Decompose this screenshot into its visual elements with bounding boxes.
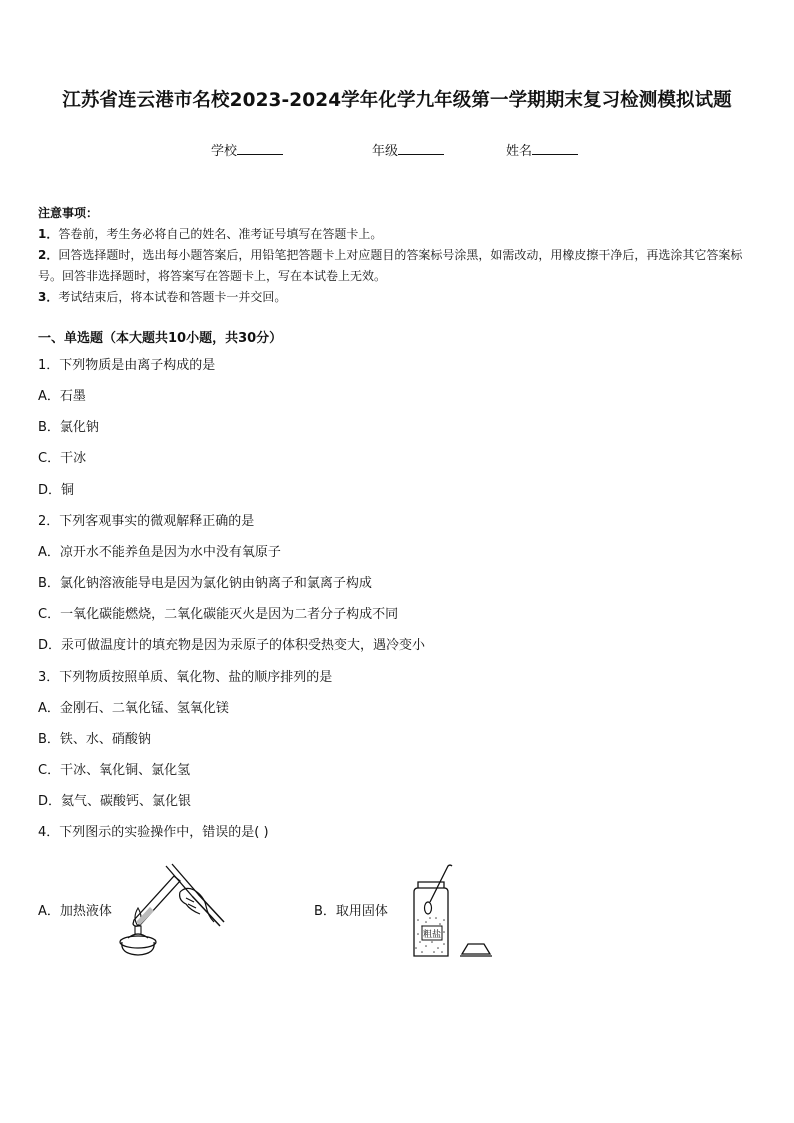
option-item: C．干冰 <box>38 451 87 466</box>
note-text: 回答选择题时，选出每小题答案后，用铅笔把答题卡上对应题目的答案标号涂黑，如需改动，用橡皮擦干净后，再选涂其它答案标号。回答非选择题时，将答案写在答题卡上，写在本试卷上无效。 <box>38 248 743 283</box>
name-blank <box>532 142 578 155</box>
option-item: A．石墨 <box>38 389 86 404</box>
option-item: B．氯化钠溶液能导电是因为氯化钠由钠离子和氯离子构成 <box>38 576 372 591</box>
note-item <box>38 287 758 308</box>
question-stem: 2．下列客观事实的微观解释正确的是 <box>38 514 255 529</box>
note-text: 考试结束后，将本试卷和答题卡一并交回。 <box>58 290 287 304</box>
note-number: 3． <box>38 290 59 304</box>
note-number: 1． <box>38 227 59 241</box>
page-title: 江苏省连云港市名校2023-2024学年化学九年级第一学期期末复习检测模拟试题 <box>62 90 732 111</box>
heating-liquid-figure <box>116 862 228 962</box>
option-item: B．氯化钠 <box>38 420 99 435</box>
figure-a-label: A．加热液体 <box>38 904 112 919</box>
note-item <box>38 224 758 245</box>
option-item: D．氦气、碳酸钙、氯化银 <box>38 794 192 809</box>
school-blank <box>237 142 283 155</box>
taking-solid-figure <box>404 862 496 962</box>
name-label: 姓名 <box>506 144 533 159</box>
figure-b-label: B．取用固体 <box>314 904 388 919</box>
option-item: C．一氧化碳能燃烧，二氧化碳能灭火是因为二者分子构成不同 <box>38 607 399 622</box>
jar-label: 粗盐 <box>422 930 442 940</box>
section-heading: 一、单选题（本大题共10小题，共30分） <box>38 331 283 346</box>
question-stem: 1．下列物质是由离子构成的是 <box>38 358 216 373</box>
notes-block <box>38 203 758 308</box>
question-stem: 3．下列物质按照单质、氧化物、盐的顺序排列的是 <box>38 670 333 685</box>
note-item <box>38 245 758 287</box>
option-item: A．凉开水不能养鱼是因为水中没有氧原子 <box>38 545 281 560</box>
note-number: 2． <box>38 248 59 262</box>
option-item: C．干冰、氧化铜、氯化氢 <box>38 763 191 778</box>
notes-heading: 注意事项： <box>38 206 99 220</box>
question-stem: 4．下列图示的实验操作中，错误的是( ) <box>38 825 269 840</box>
option-item: D．汞可做温度计的填充物是因为汞原子的体积受热变大，遇冷变小 <box>38 638 426 653</box>
name-field <box>506 140 578 159</box>
note-text: 答卷前，考生务必将自己的姓名、准考证号填写在答题卡上。 <box>58 227 383 241</box>
grade-blank <box>398 142 444 155</box>
option-item: B．铁、水、硝酸钠 <box>38 732 151 747</box>
grade-field <box>372 140 444 159</box>
school-field <box>211 140 283 159</box>
grade-label: 年级 <box>372 144 399 159</box>
school-label: 学校 <box>211 144 238 159</box>
option-item: D．铜 <box>38 483 75 498</box>
option-item: A．金刚石、二氧化锰、氢氧化镁 <box>38 701 229 716</box>
